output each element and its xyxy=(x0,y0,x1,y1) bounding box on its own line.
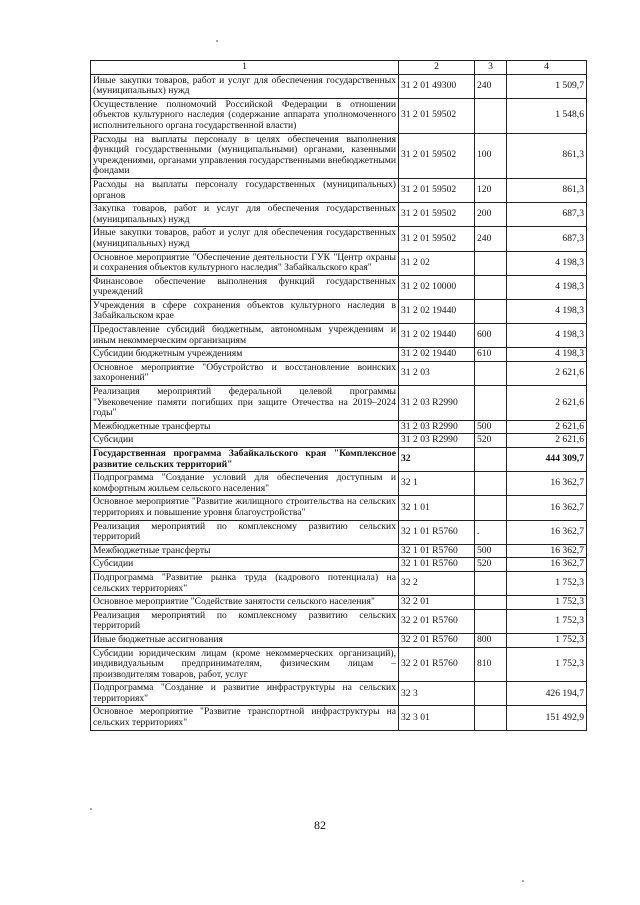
header-col-2: 2 xyxy=(399,61,475,75)
table-row xyxy=(91,520,587,544)
row-name: Иные закупки товаров, работ и услуг для обеспечения государственных (муниципальных) нужд xyxy=(91,74,399,98)
row-name: Основное мероприятие "Содействие занятости сельского населения" xyxy=(91,596,399,610)
row-type: 500 xyxy=(475,544,507,558)
row-code: 32 1 01 R5760 xyxy=(399,544,475,558)
row-type xyxy=(475,706,507,730)
table-row xyxy=(91,361,587,385)
row-code: 31 2 02 xyxy=(399,251,475,275)
table-row xyxy=(91,496,587,520)
row-code: 32 1 01 xyxy=(399,496,475,520)
table-row xyxy=(91,133,587,178)
table-row xyxy=(91,251,587,275)
row-type: 800 xyxy=(475,633,507,647)
row-name: Основное мероприятие "Обеспечение деятельности ГУК "Центр охраны и сохранения объектов культурного наследия" Забайкальского края" xyxy=(91,251,399,275)
row-sum: 1 752,3 xyxy=(507,609,587,633)
row-sum: 1 752,3 xyxy=(507,596,587,610)
row-name: Реализация мероприятий по комплексному развитию сельских территорий xyxy=(91,520,399,544)
row-type: 100 xyxy=(475,133,507,178)
row-type: 520 xyxy=(475,558,507,572)
row-sum: 687,3 xyxy=(507,203,587,227)
table-row xyxy=(91,178,587,202)
row-type xyxy=(475,472,507,496)
table-row xyxy=(91,682,587,706)
row-name: Расходы на выплаты персоналу государственных (муниципальных) органов xyxy=(91,178,399,202)
row-name: Межбюджетные трансферты xyxy=(91,420,399,434)
table-row xyxy=(91,420,587,434)
row-code: 31 2 01 59502 xyxy=(399,227,475,251)
row-sum: 861,3 xyxy=(507,133,587,178)
row-type xyxy=(475,571,507,595)
row-type xyxy=(475,609,507,633)
row-code: 31 2 02 19440 xyxy=(399,299,475,323)
row-name: Закупка товаров, работ и услуг для обеспечения государственных (муниципальных) нужд xyxy=(91,203,399,227)
row-code: 31 2 01 59502 xyxy=(399,98,475,133)
row-name: Подпрограмма "Развитие рынка труда (кадрового потенциала) на сельских территориях" xyxy=(91,571,399,595)
scan-speck xyxy=(90,808,92,810)
row-code: 31 2 03 xyxy=(399,361,475,385)
row-code: 32 2 01 R5760 xyxy=(399,609,475,633)
row-sum: 16 362,7 xyxy=(507,472,587,496)
row-type: 810 xyxy=(475,647,507,682)
table-row xyxy=(91,544,587,558)
row-code: 31 2 01 49300 xyxy=(399,74,475,98)
row-type xyxy=(475,251,507,275)
row-name: Финансовое обеспечение выполнения функций государственных учреждений xyxy=(91,275,399,299)
row-code: 31 2 02 19440 xyxy=(399,348,475,362)
row-sum: 4 198,3 xyxy=(507,299,587,323)
table-header-row xyxy=(91,61,587,75)
row-type xyxy=(475,275,507,299)
row-type xyxy=(475,361,507,385)
row-type: 120 xyxy=(475,178,507,202)
row-sum: 426 194,7 xyxy=(507,682,587,706)
budget-table xyxy=(90,60,587,731)
table-row xyxy=(91,98,587,133)
row-code: 31 2 02 10000 xyxy=(399,275,475,299)
row-name: Субсидии xyxy=(91,558,399,572)
table-row xyxy=(91,633,587,647)
table-row xyxy=(91,275,587,299)
row-code: 31 2 02 19440 xyxy=(399,324,475,348)
row-type xyxy=(475,386,507,421)
row-name: Основное мероприятие "Развитие жилищного строительства на сельских территориях и повышение уровня благоустройства" xyxy=(91,496,399,520)
row-sum: 4 198,3 xyxy=(507,251,587,275)
row-code: 32 2 xyxy=(399,571,475,595)
row-type xyxy=(475,299,507,323)
row-type xyxy=(475,496,507,520)
header-col-4: 4 xyxy=(507,61,587,75)
row-name: Основное мероприятие "Развитие транспортной инфраструктуры на сельских территориях" xyxy=(91,706,399,730)
row-type xyxy=(475,682,507,706)
row-sum: 2 621,6 xyxy=(507,434,587,448)
table-row xyxy=(91,647,587,682)
row-sum: 1 752,3 xyxy=(507,647,587,682)
row-code: 32 2 01 R5760 xyxy=(399,647,475,682)
row-sum: 4 198,3 xyxy=(507,275,587,299)
scan-speck xyxy=(216,40,218,42)
row-sum: 444 309,7 xyxy=(507,448,587,472)
row-code: 32 3 xyxy=(399,682,475,706)
row-name: Осуществление полномочий Российской Федерации в отношении объектов культурного наследия (содержание аппарата уполномоченного исполнительного органа государственной власти) xyxy=(91,98,399,133)
row-sum: 151 492,9 xyxy=(507,706,587,730)
table-row xyxy=(91,706,587,730)
row-sum: 1 548,6 xyxy=(507,98,587,133)
header-col-3: 3 xyxy=(475,61,507,75)
row-type: . xyxy=(475,520,507,544)
table-row xyxy=(91,434,587,448)
table-row xyxy=(91,609,587,633)
row-sum: 1 752,3 xyxy=(507,571,587,595)
row-code: 32 1 01 R5760 xyxy=(399,558,475,572)
table-row xyxy=(91,324,587,348)
row-name: Учреждения в сфере сохранения объектов культурного наследия в Забайкальском крае xyxy=(91,299,399,323)
row-code: 32 1 xyxy=(399,472,475,496)
row-code: 31 2 03 R2990 xyxy=(399,420,475,434)
row-name: Подпрограмма "Создание условий для обеспечения доступным и комфортным жильем сельского населения" xyxy=(91,472,399,496)
page-number: 82 xyxy=(314,818,326,832)
row-code: 32 2 01 R5760 xyxy=(399,633,475,647)
row-name: Субсидии бюджетным учреждениям xyxy=(91,348,399,362)
row-type xyxy=(475,596,507,610)
row-code: 31 2 01 59502 xyxy=(399,178,475,202)
row-code: 32 1 01 R5760 xyxy=(399,520,475,544)
row-type: 610 xyxy=(475,348,507,362)
row-name: Основное мероприятие "Обустройство и восстановление воинских захоронений" xyxy=(91,361,399,385)
row-sum: 4 198,3 xyxy=(507,324,587,348)
row-name: Предоставление субсидий бюджетным, автономным учреждениям и иным некоммерческим организациям xyxy=(91,324,399,348)
row-sum: 16 362,7 xyxy=(507,520,587,544)
row-sum: 2 621,6 xyxy=(507,386,587,421)
row-sum: 2 621,6 xyxy=(507,420,587,434)
row-name: Расходы на выплаты персоналу в целях обеспечения выполнения функций государственными (муниципальными) органами, казенными учреждениями, органами управления государственными внебюджетными фондами xyxy=(91,133,399,178)
table-row xyxy=(91,448,587,472)
table-row xyxy=(91,596,587,610)
row-name: Субсидии юридическим лицам (кроме некоммерческих организаций), индивидуальным предпринимателям, физическим лицам – производителям товаров, работ, услуг xyxy=(91,647,399,682)
table-row xyxy=(91,472,587,496)
row-sum: 16 362,7 xyxy=(507,496,587,520)
row-code: 31 2 01 59502 xyxy=(399,203,475,227)
row-code: 32 xyxy=(399,448,475,472)
row-sum: 861,3 xyxy=(507,178,587,202)
row-name: Иные закупки товаров, работ и услуг для обеспечения государственных (муниципальных) нужд xyxy=(91,227,399,251)
row-type: 520 xyxy=(475,434,507,448)
table-row xyxy=(91,386,587,421)
scan-speck xyxy=(522,880,524,882)
row-sum: 687,3 xyxy=(507,227,587,251)
row-sum: 16 362,7 xyxy=(507,558,587,572)
row-name: Субсидии xyxy=(91,434,399,448)
row-name: Подпрограмма "Создание и развитие инфраструктуры на сельских территориях" xyxy=(91,682,399,706)
row-sum: 2 621,6 xyxy=(507,361,587,385)
row-type: 600 xyxy=(475,324,507,348)
row-name: Реализация мероприятий федеральной целевой программы "Увековечение памяти погибших при защите Отечества на 2019–2024 годы" xyxy=(91,386,399,421)
row-name: Иные бюджетные ассигнования xyxy=(91,633,399,647)
row-type: 500 xyxy=(475,420,507,434)
row-sum: 16 362,7 xyxy=(507,544,587,558)
row-name: Межбюджетные трансферты xyxy=(91,544,399,558)
row-name: Реализация мероприятий по комплексному развитию сельских территорий xyxy=(91,609,399,633)
row-code: 31 2 01 59502 xyxy=(399,133,475,178)
header-col-1: 1 xyxy=(91,61,399,75)
row-type xyxy=(475,448,507,472)
row-type: 200 xyxy=(475,203,507,227)
row-type: 240 xyxy=(475,74,507,98)
table-row xyxy=(91,558,587,572)
row-code: 32 3 01 xyxy=(399,706,475,730)
row-code: 32 2 01 xyxy=(399,596,475,610)
row-name: Государственная программа Забайкальского края "Комплексное развитие сельских территорий" xyxy=(91,448,399,472)
row-code: 31 2 03 R2990 xyxy=(399,386,475,421)
row-sum: 1 752,3 xyxy=(507,633,587,647)
row-sum: 4 198,3 xyxy=(507,348,587,362)
table-row xyxy=(91,571,587,595)
table-row xyxy=(91,227,587,251)
row-type xyxy=(475,98,507,133)
row-code: 31 2 03 R2990 xyxy=(399,434,475,448)
table-row xyxy=(91,74,587,98)
table-row xyxy=(91,299,587,323)
table-row xyxy=(91,348,587,362)
row-type: 240 xyxy=(475,227,507,251)
row-sum: 1 509,7 xyxy=(507,74,587,98)
table-row xyxy=(91,203,587,227)
